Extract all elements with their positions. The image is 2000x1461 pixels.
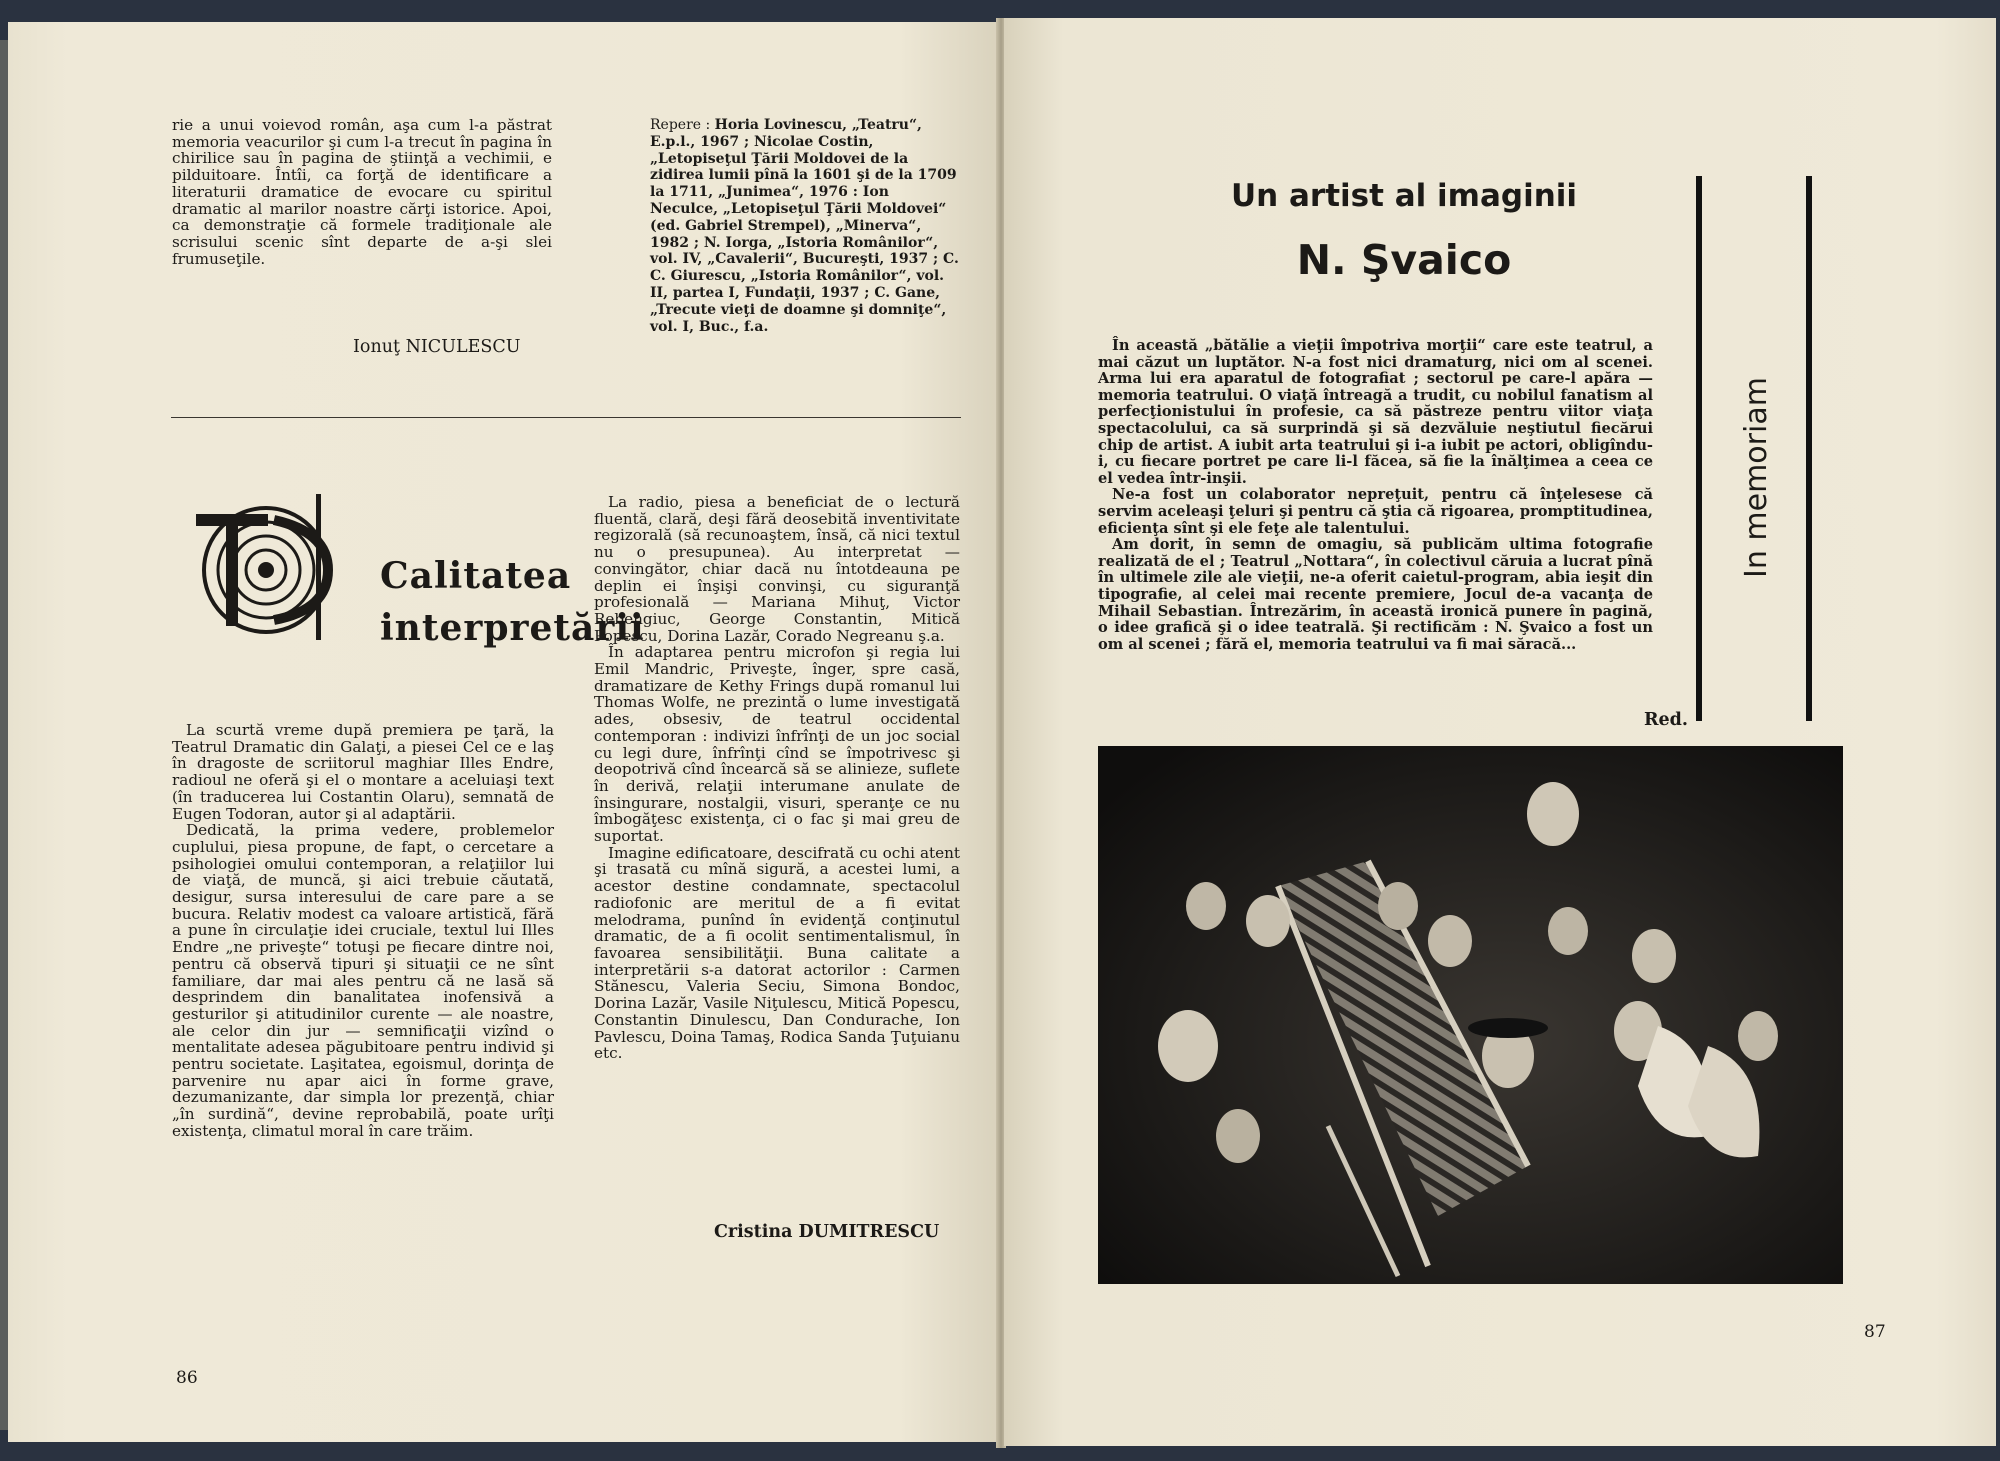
author-signature-2: Cristina DUMITRESCU: [714, 1222, 940, 1242]
memoriam-text: În această „bătălie a vieţii împotriva morţii“ care este teatrul, a mai căzut un luptător. N-a fost nici dramaturg, nici om al scenei. Arma lui era aparatul de fotografiat ; sectorul pe care-l apăra — memoria teatrului. O viaţă întreagă a trudit, cu nobilul fanatism al perfecţionistului în profesie, ca să păstreze pentru viitor viaţa spectacolului, ca să surprindă şi să dezvăluie neştiutul fiecărui chip de artist. A iubit arta teatrului şi i-a iubit pe actori, obligîndu-i, cu fiecare portret pe care li-l făcea, să fie la înălţimea a ceea ce el vedea într-inşii. Ne-a fost un colaborator nepreţuit, pentru că înţelesese că servim aceleaşi ţeluri şi pentru că ştia că rigoarea, promptitudinea, eficienţa sînt şi ele feţe ale talentului. Am dorit, în semn de omagiu, să publicăm ultima fotografie realizată de el ; Teatrul „Nottara“, în colectivul căruia a lucrat pînă în ultimele zile ale vieţii, ne-a oferit caietul-program, abia ieşit din tipografie, al celei mai recente premiere, Jocul de-a vacanţa de Mihail Sebastian. Întrezărim, în această ironică punere în pagină, o idee grafică şi o idee teatrală. Şi rectificăm : N. Şvaico a fost un om al scenei ; fără el, memoria teatrului va fi mai săracă...: [1098, 337, 1653, 653]
vertical-bar-right: [1806, 176, 1812, 721]
vertical-bar-left: [1696, 176, 1702, 721]
page-number-left: 86: [176, 1368, 198, 1388]
left-page: [8, 22, 998, 1442]
author-signature-1: Ionuţ NICULESCU: [353, 337, 521, 357]
theatre-photograph: [1098, 746, 1843, 1284]
article-title: Un artist al imaginii: [1230, 178, 1578, 214]
article-column-2: La radio, piesa a beneficiat de o lectură fluentă, clară, deşi fără deosebită inventivitate regizorală (să recunoaştem, însă, că nici textul nu o presupunea). Au interpretat — convingător, chiar dacă nu întotdeauna pe deplin ei înşişi convinşi, cu siguranţă profesională — Mariana Mihuţ, Victor Rebengiuc, George Constantin, Mitică Popescu, Dorina Lazăr, Corado Negreanu ş.a. În adaptarea pentru microfon şi regia lui Emil Mandric, Priveşte, înger, spre casă, dramatizare de Kethy Frings după romanul lui Thomas Wolfe, ne prezintă o lume investigată ades, obsesiv, de teatrul occidental contemporan : indivizi înfrînţi de un joc social cu legi dure, înfrînţi cînd se împotrivesc şi deopotrivă cînd încearcă să se alinieze, suflete în derivă, relaţii interumane anulate de însingurare, nostalgii, visuri, speranţe ce nu îmbogăţesc existenţa, ci o fac şi mai greu de suportat. Imagine edificatoare, descifrată cu ochi atent şi trasată cu mînă sigură, a acestei lumi, a acestor destine condamnate, spectacolul radiofonic are meritul de a fi evitat melodrama, punînd în evidenţă conţinutul dramatic, de a fi ocolit sentimentalismul, în favoarea sensibilităţii. Buna calitate a interpretării s-a datorat actorilor : Carmen Stănescu, Valeria Seciu, Simona Bondoc, Dorina Lazăr, Vasile Niţulescu, Mitică Popescu, Constantin Dinulescu, Dan Condurache, Ion Pavlescu, Doina Tamaş, Rodica Sanda Ţuţuianu etc.: [594, 493, 960, 1063]
continued-article-text: rie a unui voievod român, aşa cum l-a păstrat memoria veacurilor şi cum l-a trecut în pagina în chirilice sau în pagina de ştiinţă a vechimii, e pilduitoare. Întîi, ca forţă de identificare a literaturii dramatice de evocare cu spiritul dramatic al marilor noastre cărţi istorice. Apoi, ca demonstraţie că formele tradiţionale ale scrisului scenic sînt departe de a-şi slei frumuseţile.: [172, 116, 552, 268]
book-cover-edge: [0, 40, 8, 1430]
article-column-1: La scurtă vreme după premiera pe ţară, la Teatrul Dramatic din Galaţi, a piesei Cel ce e laş în dragoste de scriitorul maghiar Illes Endre, radioul ne oferă şi el o montare a aceluiaşi text (în traducerea lui Costantin Olaru), semnată de Eugen Todoran, autor şi al adaptării. Dedicată, la prima vedere, problemelor cuplului, piesa propune, de fapt, o cercetare a psihologiei omului contemporan, a relaţiilor lui de viaţă, de muncă, şi aici trebuie căutată, desigur, sursa interesului de care pare a se bucura. Relativ modest ca valoare artistică, fără a pune în circulaţie idei cruciale, textul lui Illes Endre „ne priveşte“ totuşi pe fiecare dintre noi, pentru că observă tipuri şi situaţii ce ne sînt familiare, dar mai ales pentru că ne lasă să desprindem din banalitatea inofensivă a gesturilor şi atitudinilor curente — ale noastre, ale celor din jur — semnificaţii vizînd o mentalitate adesea păgubitoare pentru individ şi pentru societate. Laşitatea, egoismul, dorinţa de parvenire nu apar aici în forme grave, dezumanizante, dar simpla lor prezenţă, chiar „în surdină“, devine reprobabilă, poate urîţi existenţa, climatul moral în care trăim.: [172, 721, 554, 1140]
in-memoriam-label: In memoriam: [1739, 377, 1774, 578]
article-subject-name: N. Şvaico: [1296, 236, 1512, 284]
editorial-signature: Red.: [1644, 710, 1689, 730]
references-block: Repere : Horia Lovinescu, „Teatru“, E.p.l., 1967 ; Nicolae Costin, „Letopiseţul Ţării Moldovei de la zidirea lumii pînă la 1601 şi de la 1709 la 1711, „Junimea“, 1976 : Ion Neculce, „Letopiseţul Ţării Moldovei“ (ed. Gabriel Strempel), „Minerva“, 1982 ; N. Iorga, „Istoria Românilor“, vol. IV, „Cavalerii“, Bucureşti, 1937 ; C. C. Giurescu, „Istoria Românilor“, vol. II, partea I, Fundaţii, 1937 ; C. Gane, „Trecute vieţi de doamne şi domniţe“, vol. I, Buc., f.a.: [650, 117, 959, 335]
theatre-radio-logo-icon: [178, 492, 354, 642]
section-divider: [171, 417, 961, 418]
page-number-right: 87: [1864, 1322, 1886, 1342]
section-title: Calitatea interpretării: [380, 555, 645, 649]
